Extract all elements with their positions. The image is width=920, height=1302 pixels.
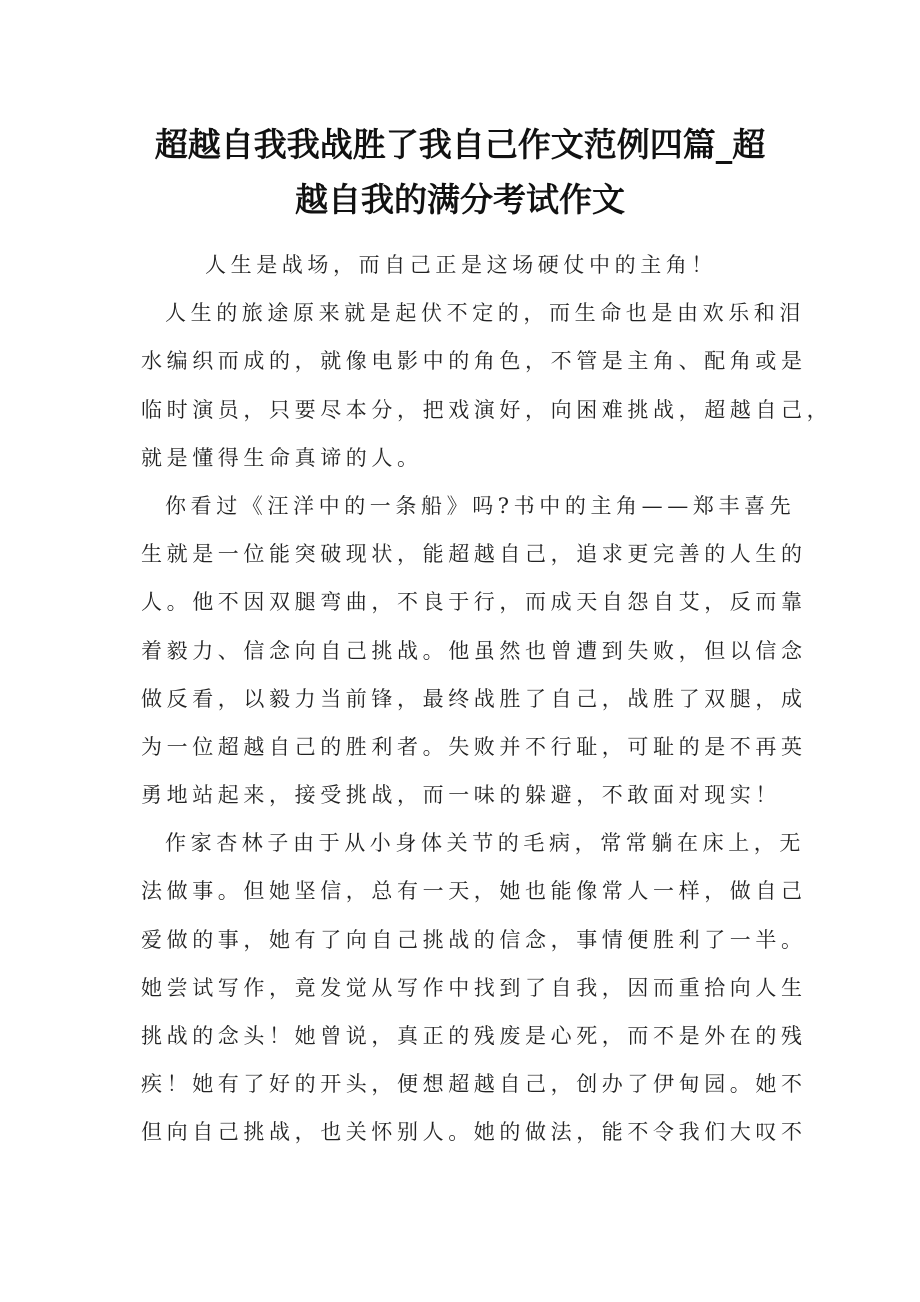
paragraph-line: 人生的旅途原来就是起伏不定的，而生命也是由欢乐和泪	[165, 301, 805, 326]
paragraph-line: 水编织而成的，就像电影中的角色，不管是主角、配角或是	[141, 349, 807, 374]
paragraph-2	[141, 482, 807, 819]
document-title	[140, 117, 780, 227]
title-line-2: 越自我的满分考试作文	[295, 180, 625, 219]
title-line-1: 超越自我我战胜了我自己作文范例四篇_超	[154, 125, 766, 164]
paragraph-line: 人。他不因双腿弯曲，不良于行，而成天自怨自艾，反而靠	[141, 590, 807, 615]
paragraph-line: 她尝试写作，竟发觉从写作中找到了自我，因而重拾向人生	[141, 975, 807, 1000]
paragraph-3	[141, 819, 807, 1156]
paragraph-1	[141, 289, 833, 482]
paragraph-line: 作家杏林子由于从小身体关节的毛病，常常躺在床上，无	[165, 831, 805, 856]
paragraph-line: 生就是一位能突破现状，能超越自己，追求更完善的人生的	[141, 542, 807, 567]
paragraph-line: 挑战的念头！她曾说，真正的残废是心死，而不是外在的残	[141, 1024, 807, 1048]
paragraph-line: 法做事。但她坚信，总有一天，她也能像常人一样，做自己	[141, 879, 807, 904]
paragraph-line: 做反看，以毅力当前锋，最终战胜了自己，战胜了双腿，成	[141, 686, 807, 711]
paragraph-line: 爱做的事，她有了向自己挑战的信念，事情便胜利了一半。	[141, 927, 807, 952]
paragraph-line: 但向自己挑战，也关怀别人。她的做法，能不令我们大叹不	[141, 1120, 807, 1145]
subtitle: 人生是战场，而自己正是这场硬仗中的主角！	[205, 253, 717, 277]
paragraph-line: 你看过《汪洋中的一条船》吗?书中的主角——郑丰喜先	[165, 493, 796, 518]
paragraph-line: 着毅力、信念向自己挑战。他虽然也曾遭到失败，但以信念	[141, 638, 807, 663]
paragraph-line: 就是懂得生命真谛的人。	[141, 445, 423, 470]
document-body	[141, 241, 833, 1157]
paragraph-line: 临时演员，只要尽本分，把戏演好，向困难挑战，超越自己，	[141, 397, 833, 422]
paragraph-line: 疾！她有了好的开头，便想超越自己，创办了伊甸园。她不	[141, 1072, 807, 1097]
paragraph-line: 为一位超越自己的胜利者。失败并不行耻，可耻的是不再英	[141, 734, 807, 759]
paragraph-line: 勇地站起来，接受挑战，而一味的躲避，不敢面对现实！	[141, 783, 781, 808]
